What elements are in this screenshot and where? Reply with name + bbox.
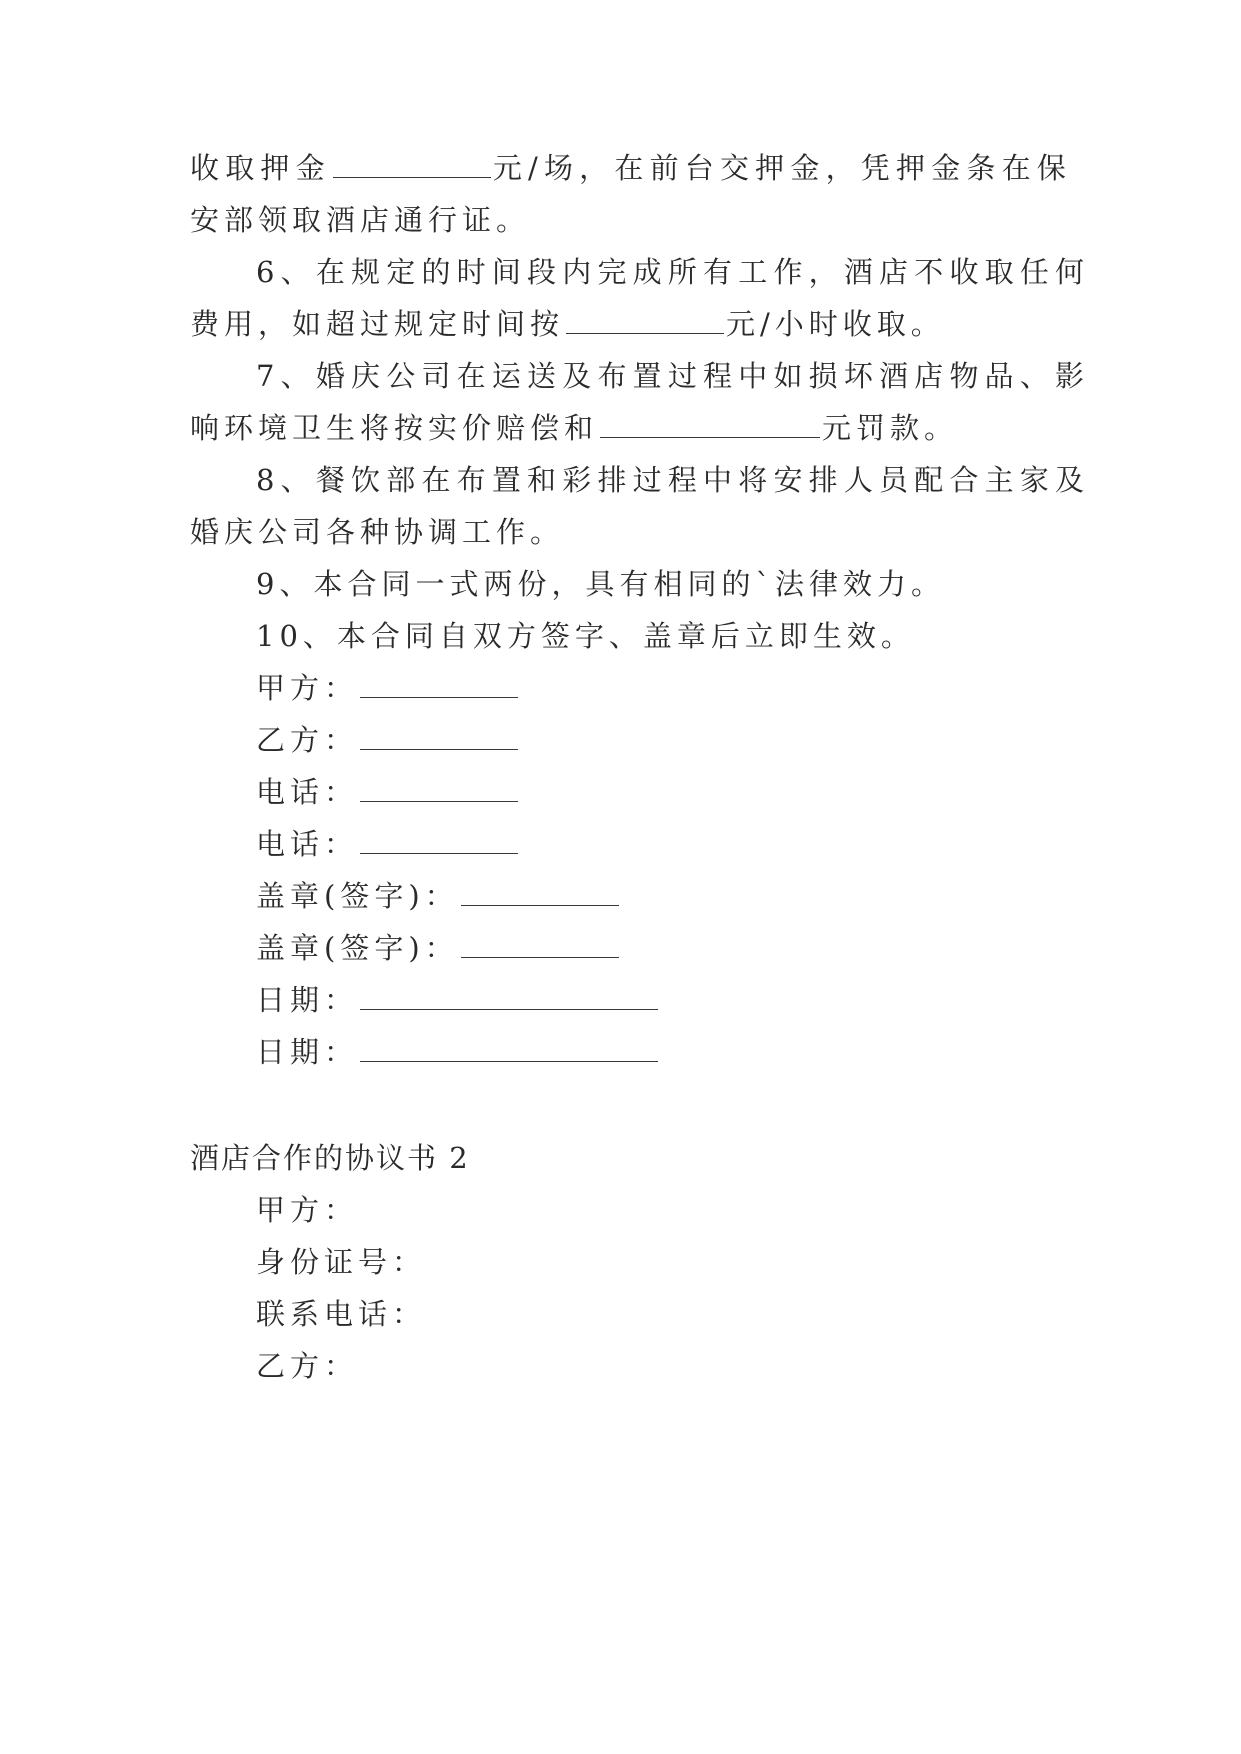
- phone-field-a: [256, 774, 520, 810]
- field-label: 日期：: [256, 1035, 359, 1069]
- paragraph-6-text-b: 元/小时收取。: [726, 307, 945, 341]
- date-field-b: [256, 1034, 660, 1070]
- phone-b-blank: [360, 827, 518, 854]
- paragraph-7-line-1: 7、婚庆公司在运送及布置过程中如损坏酒店物品、影: [256, 359, 1091, 393]
- paragraph-5-text-b: 元/场，在前台交押金，凭押金条在保: [492, 151, 1072, 185]
- paragraph-9: 9、本合同一式两份，具有相同的`法律效力。: [256, 567, 945, 601]
- field-label: 电话：: [256, 775, 359, 809]
- section-2-party-b: 乙方：: [256, 1349, 359, 1383]
- paragraph-6-line-1: 6、在规定的时间段内完成所有工作，酒店不收取任何: [256, 255, 1091, 289]
- seal-signature-field-a: [256, 878, 621, 914]
- overtime-rate-blank: [566, 307, 724, 334]
- seal-a-blank: [461, 879, 619, 906]
- party-a-blank: [360, 671, 518, 698]
- paragraph-7-text-b: 元罚款。: [822, 411, 959, 445]
- section-2-party-a: 甲方：: [256, 1193, 359, 1227]
- field-label: 盖章(签字)：: [256, 931, 459, 965]
- paragraph-6-line-2: [190, 306, 945, 342]
- paragraph-8-line-2: 婚庆公司各种协调工作。: [190, 515, 565, 549]
- date-field-a: [256, 982, 660, 1018]
- field-label: 盖章(签字)：: [256, 879, 459, 913]
- phone-field-b: [256, 826, 520, 862]
- section-2-contact-phone: 联系电话：: [256, 1297, 427, 1331]
- paragraph-8-line-1: 8、餐饮部在布置和彩排过程中将安排人员配合主家及: [256, 463, 1091, 497]
- paragraph-5-text-a: 收取押金: [190, 151, 331, 185]
- phone-a-blank: [360, 775, 518, 802]
- party-b-blank: [360, 723, 518, 750]
- deposit-amount-blank: [333, 151, 491, 178]
- party-b-field: [256, 722, 520, 758]
- seal-b-blank: [461, 931, 619, 958]
- field-label: 甲方：: [256, 671, 359, 705]
- paragraph-7-line-2: [190, 410, 958, 446]
- date-b-blank: [360, 1035, 658, 1062]
- paragraph-10: 10、本合同自双方签字、盖章后立即生效。: [256, 619, 915, 653]
- field-label: 乙方：: [256, 723, 359, 757]
- section-2-title: 酒店合作的协议书 2: [190, 1141, 470, 1175]
- paragraph-6-text-a: 费用，如超过规定时间按: [190, 307, 565, 341]
- field-label: 日期：: [256, 983, 359, 1017]
- field-label: 电话：: [256, 827, 359, 861]
- paragraph-5-line-1: [190, 150, 1072, 186]
- section-2-id-number: 身份证号：: [256, 1245, 427, 1279]
- seal-signature-field-b: [256, 930, 621, 966]
- paragraph-7-text-a: 响环境卫生将按实价赔偿和: [190, 411, 599, 445]
- party-a-field: [256, 670, 520, 706]
- fine-amount-blank: [600, 411, 820, 438]
- paragraph-5-line-2: 安部领取酒店通行证。: [190, 203, 531, 237]
- date-a-blank: [360, 983, 658, 1010]
